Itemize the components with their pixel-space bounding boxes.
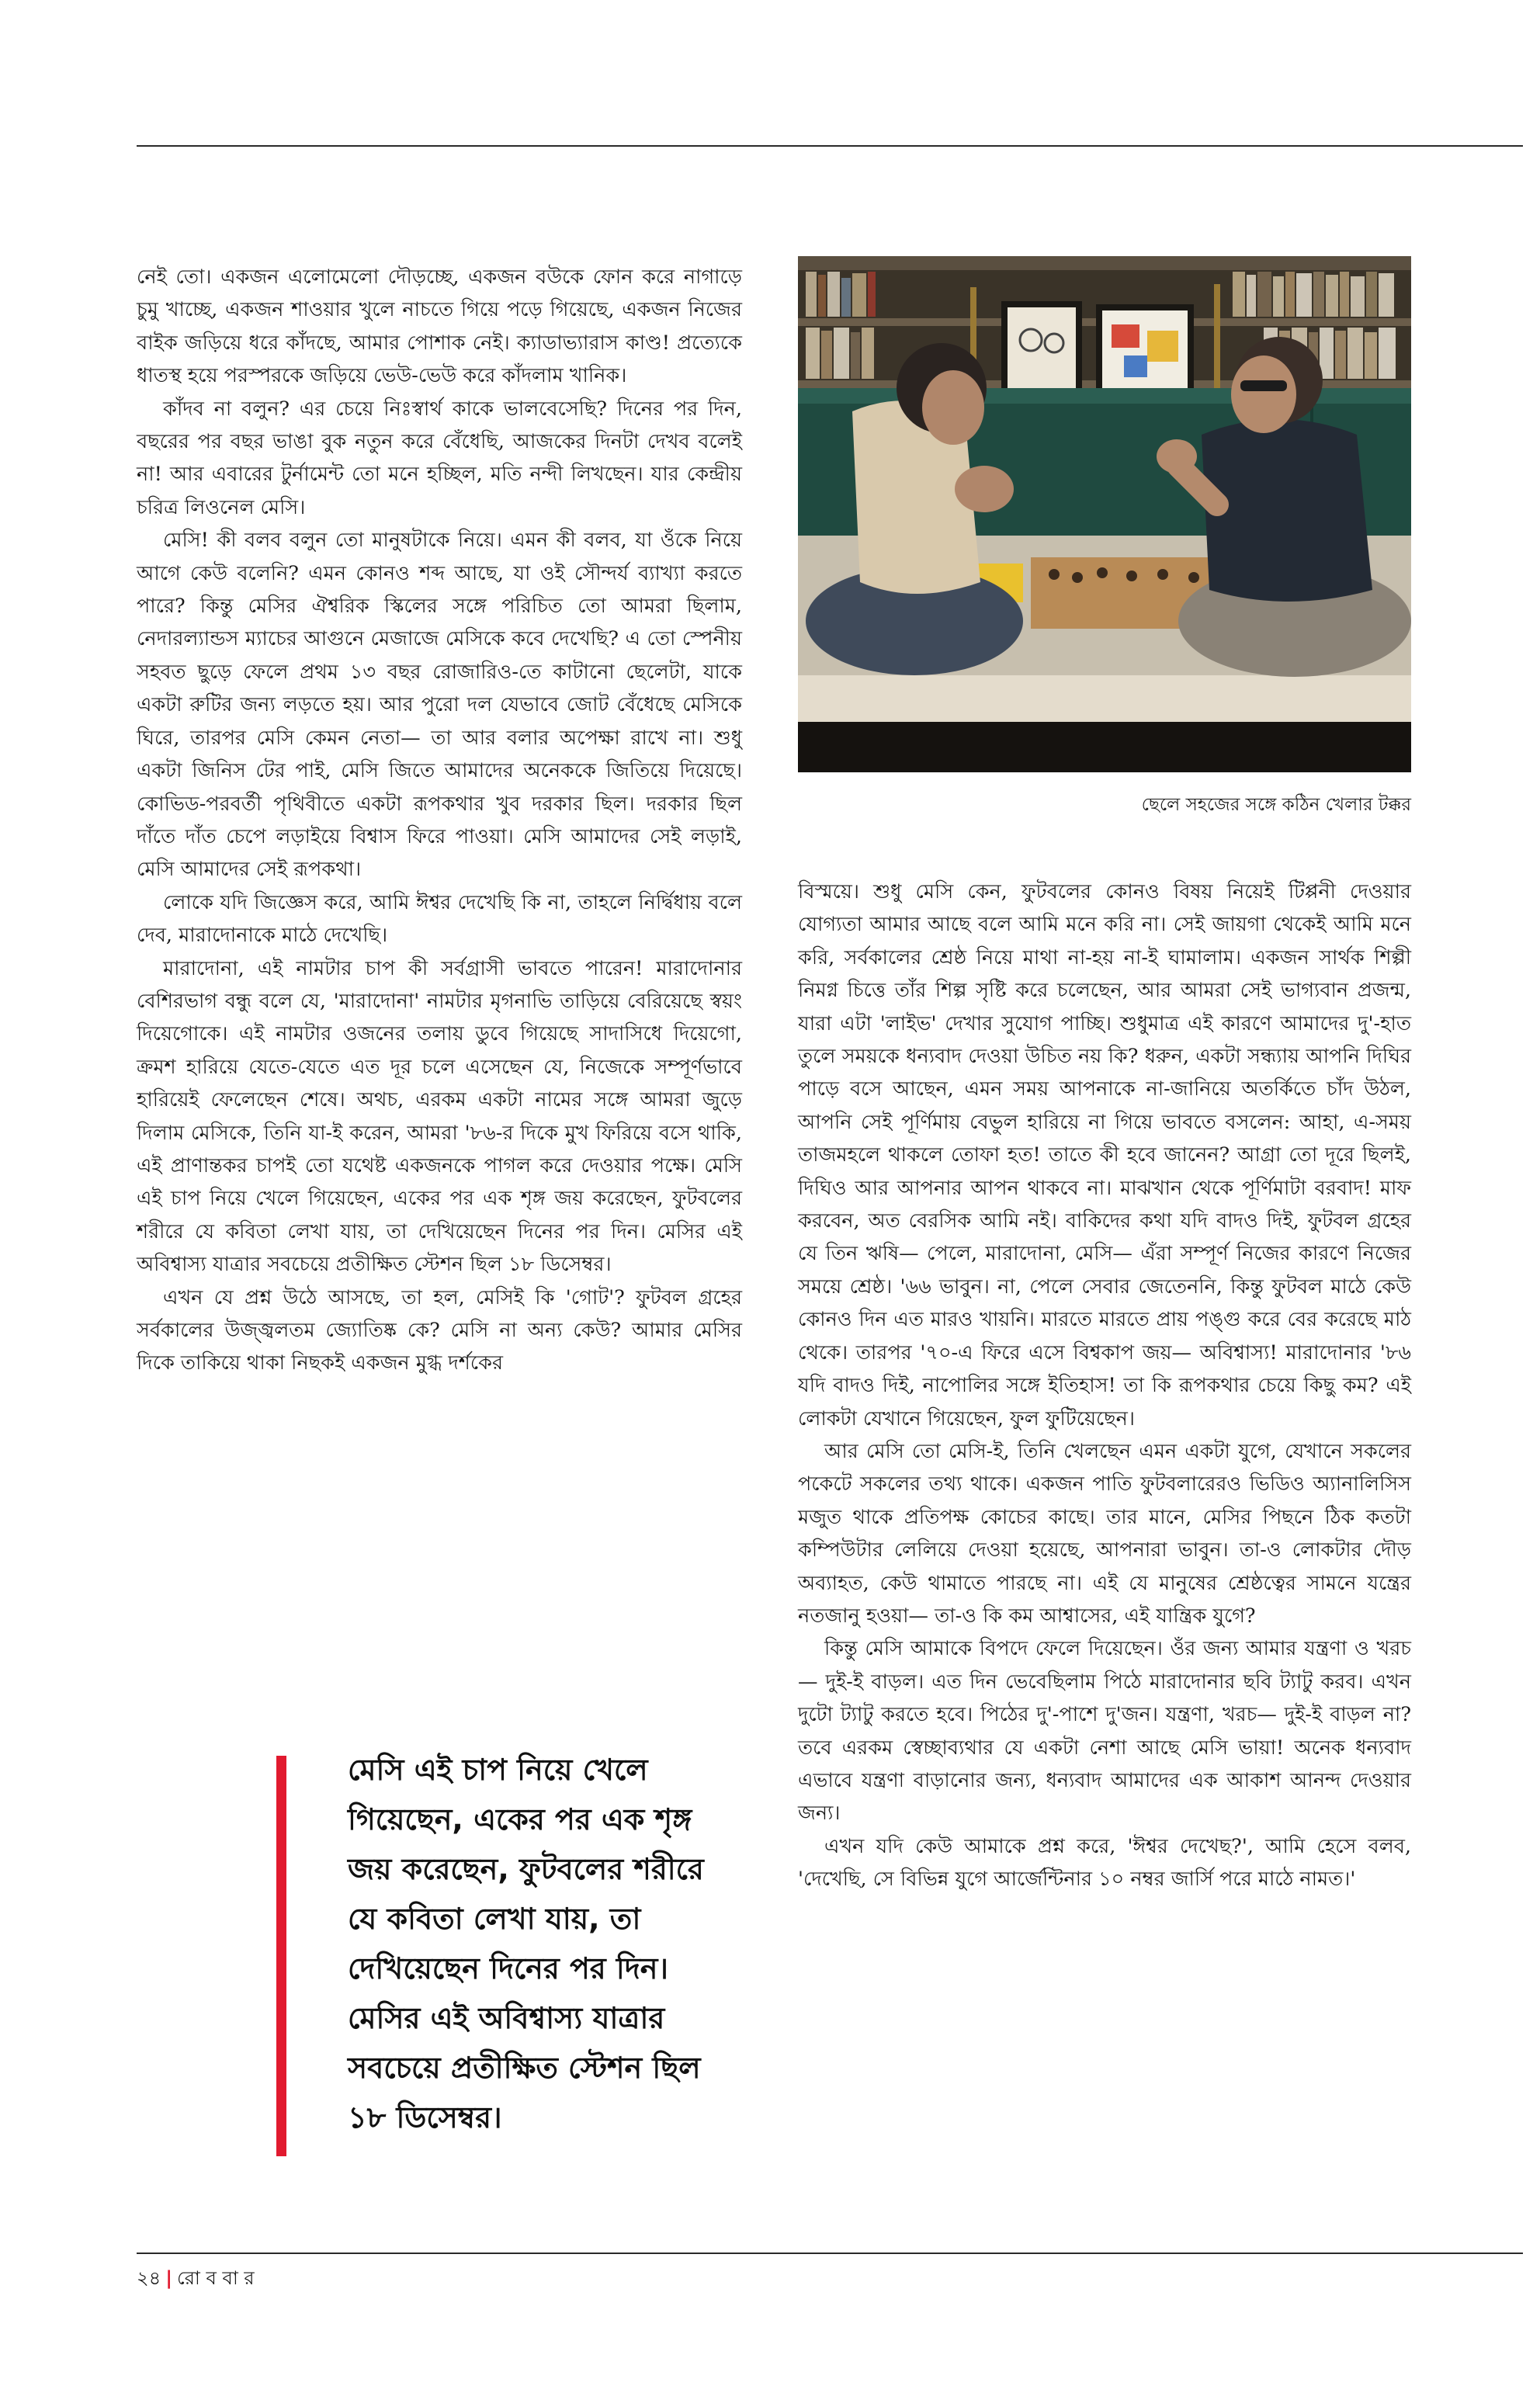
paragraph: মেসি! কী বলব বলুন তো মানুষটাকে নিয়ে। এমন কী বলব, যা ওঁকে নিয়ে আগে কেউ বলেনি? এমন কোনও শব্দ আছে, যা ওই সৌন্দর্য ব্যাখ্যা করতে পারে? কিন্তু মেসির ঐশ্বরিক স্কিলের সঙ্গে পরিচিত তো আমরা ছিলাম, নেদারল্যান্ডস ম্যাচের আগুনে মেজাজে মেসিকে কবে দেখেছি? এ তো স্পেনীয় সহবত ছুড়ে ফেলে প্রথম ১৩ বছর রোজারিও-তে কাটানো ছেলেটা, যাকে একটা রুটির জন্য লড়তে হয়। আর পুরো দল যেভাবে জোট বেঁধেছে মেসিকে ঘিরে, তারপর মেসি কেমন নেতা— তা আর বলার অপেক্ষা রাখে না। শুধু একটা জিনিস টের পাই, মেসি জিতে আমাদের অনেককে জিতিয়ে দিয়েছে। কোভিড-পরবর্তী পৃথিবীতে একটা রূপকথার খুব দরকার ছিল। দরকার ছিল দাঁতে দাঁত চেপে লড়াইয়ে বিশ্বাস ফিরে পাওয়া। মেসি আমাদের সেই লড়াই, মেসি আমাদের সেই রূপকথা। [137, 529, 742, 882]
footer-separator: | [165, 2267, 172, 2289]
paragraph: এখন যে প্রশ্ন উঠে আসছে, তা হল, মেসিই কি 'গোট'? ফুটবল গ্রহের সর্বকালের উজ্জ্বলতম জ্যোতিষ্ক কে? মেসি না অন্য কেউ? আমার মেসির দিকে তাকিয়ে থাকা নিছকই একজন মুগ্ধ দর্শকের [137, 1285, 742, 1375]
article-column-left [137, 261, 742, 1380]
pull-quote-accent-bar [276, 1756, 286, 2156]
magazine-name: রো ব বা র [176, 2267, 255, 2289]
photo-caption: ছেলে সহজের সঙ্গে কঠিন খেলার টক্কর [1141, 795, 1411, 815]
paragraph: এখন যদি কেউ আমাকে প্রশ্ন করে, 'ঈশ্বর দেখেছ?', আমি হেসে বলব, 'দেখেছি, সে বিভিন্ন যুগে আর্জেন্টিনার ১০ নম্বর জার্সি পরে মাঠে নামত।' [798, 1834, 1411, 1892]
paragraph: লোকে যদি জিজ্ঞেস করে, আমি ঈশ্বর দেখেছি কি না, তাহলে নির্দ্বিধায় বলে দেব, মারাদোনাকে মাঠে দেখেছি। [137, 890, 742, 948]
paragraph: কাঁদব না বলুন? এর চেয়ে নিঃস্বার্থ কাকে ভালবেসেছি? দিনের পর দিন, বছরের পর বছর ভাঙা বুক নতুন করে বেঁধেছি, আজকের দিনটা দেখব বলেই না! আর এবারের টুর্নামেন্ট তো মনে হচ্ছিল, মতি নন্দী লিখছেন। যার কেন্দ্রীয় চরিত্র লিওনেল মেসি। [137, 397, 742, 519]
page-number: ২৪ [137, 2267, 161, 2289]
paragraph: মারাদোনা, এই নামটার চাপ কী সর্বগ্রাসী ভাবতে পারেন! মারাদোনার বেশিরভাগ বন্ধু বলে যে, 'মারাদোনা' নামটার মৃগনাভি তাড়িয়ে বেরিয়েছে স্বয়ং দিয়েগোকে। এই নামটার ওজনের তলায় ডুবে গিয়েছে সাদাসিধে দিয়েগো, ক্রমশ হারিয়ে যেতে-যেতে এত দূর চলে এসেছেন যে, নিজেকে সম্পূর্ণভাবে হারিয়েই ফেলেছেন শেষে। অথচ, এরকম একটা নামের সঙ্গে আমরা জুড়ে দিলাম মেসিকে, তিনি যা-ই করেন, আমরা '৮৬-র দিকে মুখ ফিরিয়ে বসে থাকি, এই প্রাণান্তকর চাপই তো যথেষ্ট একজনকে পাগল করে দেওয়ার পক্ষে। মেসি এই চাপ নিয়ে খেলে গিয়েছেন, একের পর এক শৃঙ্গ জয় করেছেন, ফুটবলের শরীরে যে কবিতা লেখা যায়, তা দেখিয়েছেন দিনের পর দিন। মেসির এই অবিশ্বাস্য যাত্রার সবচেয়ে প্রতীক্ষিত স্টেশন ছিল ১৮ ডিসেম্বর। [137, 956, 742, 1277]
paragraph: আর মেসি তো মেসি-ই, তিনি খেলছেন এমন একটা যুগে, যেখানে সকলের পকেটে সকলের তথ্য থাকে। একজন পাতি ফুটবলারেরও ভিডিও অ্যানালিসিস মজুত থাকে প্রতিপক্ষ কোচের কাছে। তার মানে, মেসির পিছনে ঠিক কতটা কম্পিউটার লেলিয়ে দেওয়া হয়েছে, আপনারা ভাবুন। তা-ও লোকটার দৌড় অব্যাহত, কেউ থামাতে পারছে না। এই যে মানুষের শ্রেষ্ঠত্বের সামনে যন্ত্রের নতজানু হওয়া— তা-ও কি কম আশ্বাসের, এই যান্ত্রিক যুগে? [798, 1439, 1411, 1628]
pull-quote: মেসি এই চাপ নিয়ে খেলে গিয়েছেন, একের পর এক শৃঙ্গ জয় করেছেন, ফুটবলের শরীরে যে কবিতা লেখা যায়, তা দেখিয়েছেন দিনের পর দিন। মেসির এই অবিশ্বাস্য যাত্রার সবচেয়ে প্রতীক্ষিত স্টেশন ছিল ১৮ ডিসেম্বর। [348, 1753, 704, 2135]
bottom-rule [137, 2253, 1523, 2254]
top-rule [137, 145, 1523, 147]
page-footer [137, 2265, 255, 2291]
paragraph: কিন্তু মেসি আমাকে বিপদে ফেলে দিয়েছেন। ওঁর জন্য আমার যন্ত্রণা ও খরচ— দুই-ই বাড়ল। এত দিন ভেবেছিলাম পিঠে মারাদোনার ছবি ট্যাটু করব। এখন দুটো ট্যাটু করতে হবে। পিঠের দু'-পাশে দু'জন। যন্ত্রণা, খরচ— দুই-ই বাড়ল না? তবে এরকম স্বেচ্ছাব্যথার যে একটা নেশা আছে মেসি ভায়া! অনেক ধন্যবাদ এভাবে যন্ত্রণা বাড়ানোর জন্য, ধন্যবাদ আমাদের এক আকাশ আনন্দ দেওয়ার জন্য। [798, 1637, 1411, 1826]
article-photo [798, 256, 1411, 772]
article-column-right [798, 876, 1411, 1896]
paragraph: বিস্ময়ে। শুধু মেসি কেন, ফুটবলের কোনও বিষয় নিয়েই টিপ্পনী দেওয়ার যোগ্যতা আমার আছে বলে আমি মনে করি না। সেই জায়গা থেকেই আমি মনে করি, সর্বকালের শ্রেষ্ঠ নিয়ে মাথা না-হয় না-ই ঘামালাম। একজন সার্থক শিল্পী নিমগ্ন চিত্তে তাঁর শিল্প সৃষ্টি করে চলেছেন, আর আমরা সেই ভাগ্যবান প্রজন্ম, যারা এটা 'লাইভ' দেখার সুযোগ পাচ্ছি। শুধুমাত্র এই কারণে আমাদের দু'-হাত তুলে সময়কে ধন্যবাদ দেওয়া উচিত নয় কি? ধরুন, একটা সন্ধ্যায় আপনি দিঘির পাড়ে বসে আছেন, এমন সময় আপনাকে না-জানিয়ে অতর্কিতে চাঁদ উঠল, আপনি সেই পূর্ণিমায় বেভুল হারিয়ে না গিয়ে ভাবতে বসলেন: আহা, এ-সময় তাজমহলে থাকলে তোফা হত! তাতে কী হবে জানেন? আগ্রা তো দূরে ছিলই, দিঘিও আর আপনার আপন থাকবে না। মাঝখান থেকে পূর্ণিমাটা বরবাদ! মাফ করবেন, অত বেরসিক আমি নই। বাকিদের কথা যদি বাদও দিই, ফুটবল গ্রহের যে তিন ঋষি— পেলে, মারাদোনা, মেসি— এঁরা সম্পূর্ণ নিজের কারণে নিজের সময়ে শ্রেষ্ঠ। '৬৬ ভাবুন। না, পেলে সেবার জেতেননি, কিন্তু ফুটবল মাঠে কেউ কোনও দিন এত মারও খায়নি। মারতে মারতে প্রায় পঙ্গু করে বের করেছে মাঠ থেকে। তারপর '৭০-এ ফিরে এসে বিশ্বকাপ জয়— অবিশ্বাস্য! মারাদোনার '৮৬ যদি বাদও দিই, নাপোলির সঙ্গে ইতিহাস! তা কি রূপকথার চেয়ে কিছু কম? এই লোকটা যেখানে গিয়েছেন, ফুল ফুটিয়েছেন। [798, 880, 1411, 1431]
paragraph: নেই তো। একজন এলোমেলো দৌড়চ্ছে, একজন বউকে ফোন করে নাগাড়ে চুমু খাচ্ছে, একজন শাওয়ার খুলে নাচতে গিয়ে পড়ে গিয়েছে, একজন নিজের বাইক জড়িয়ে ধরে কাঁদছে, আমার পোশাক নেই। ক্যাডাভ্যারাস কাণ্ড! প্রত্যেকে ধাতস্থ হয়ে পরস্পরকে জড়িয়ে ভেউ-ভেউ করে কাঁদলাম খানিক। [137, 265, 742, 388]
